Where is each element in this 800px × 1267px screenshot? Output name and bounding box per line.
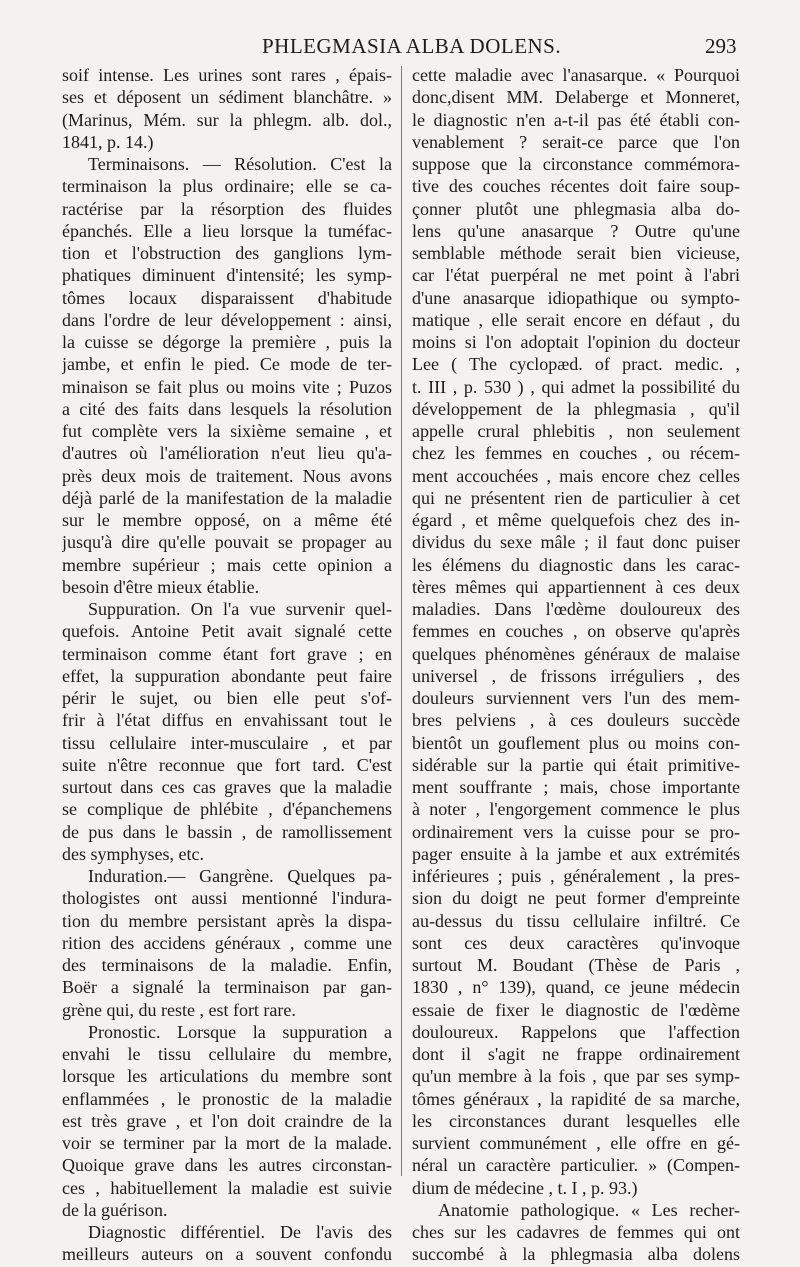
text-line: ment accouchées , mais encore chez celles — [412, 465, 740, 486]
text-line: surtout M. Boudant (Thèse de Paris , — [412, 955, 740, 975]
text-line: la cuisse se dégorge la première , puis la — [62, 332, 392, 352]
text-line: ses et déposent un sédiment blanchâtre. » — [62, 87, 392, 108]
text-line: surtout dans ces cas graves que la maladie — [62, 777, 392, 797]
text-line: tion du membre persistant après la dispa- — [62, 910, 392, 931]
text-line: les circonstances durant lesquelles elle — [412, 1110, 740, 1131]
text-line: tères mêmes qui appartiennent à ces deux — [412, 576, 740, 597]
text-line: maladies. Dans l'œdème douloureux des — [412, 599, 740, 619]
text-line: d'une anasarque idiopathique ou sympto- — [412, 287, 740, 308]
text-line: cette maladie avec l'anasarque. « Pourquoi — [412, 65, 740, 85]
text-line: membre supérieur ; mais cette opinion a — [62, 554, 392, 575]
text-line: rition des accidens généraux , comme une — [62, 932, 392, 953]
text-line: minaison se fait plus ou moins vite ; Puzos — [62, 376, 392, 397]
text-line: fut complète vers la sixième semaine , et — [62, 421, 392, 441]
text-line: 1830 , n° 139), quand, ce jeune médecin — [412, 977, 740, 998]
text-line: femmes en couches , on observe qu'après — [412, 621, 740, 642]
text-line: dividus du sexe mâle ; il faut donc puiser — [412, 532, 740, 553]
text-line: déjà parlé de la manifestation de la maladie — [62, 487, 392, 508]
text-line: Suppuration. On l'a vue survenir quel- — [88, 599, 392, 619]
text-line: tive des couches récentes doit faire soup- — [412, 176, 740, 197]
text-line: sidérable sur la partie qui était primitive- — [412, 754, 740, 775]
text-line: semblable méthode serait bien vicieuse, — [412, 243, 740, 263]
text-line: de pus dans le bassin , de ramollissement — [62, 821, 392, 842]
text-line: survient communément , elle offre en gé- — [412, 1133, 740, 1153]
text-line: voir se terminer par la mort de la malade. — [62, 1133, 392, 1153]
running-header — [0, 34, 800, 68]
text-line: qu'un membre à la fois , que par ses symp- — [412, 1066, 740, 1087]
text-line: Pronostic. Lorsque la suppuration a — [88, 1021, 392, 1042]
text-line: sion du doigt ne peut former d'empreinte — [412, 888, 740, 909]
text-line: a cité des faits dans lesquels la résolution — [62, 398, 392, 419]
text-line: lens qu'une anasarque ? Outre qu'une — [412, 220, 740, 241]
text-line: inférieures ; puis , généralement , la pres- — [412, 866, 740, 886]
text-line: quelques phénomènes généraux de malaise — [412, 643, 740, 664]
text-line: est très grave , et l'on doit craindre de la — [62, 1110, 392, 1131]
text-line: frir à l'état diffus en envahissant tout le — [62, 710, 392, 731]
text-line: ches sur les cadavres de femmes qui ont — [412, 1222, 740, 1242]
text-line: le diagnostic n'en a-t-il pas été établi con- — [412, 109, 740, 130]
column-divider — [401, 66, 402, 1176]
text-line: succombé à la phlegmasia alba dolens — [412, 1244, 740, 1265]
text-line: jambe, et enfin le pied. Ce mode de ter- — [62, 354, 392, 375]
text-line: au-dessus du tissu cellulaire infiltré. Ce — [412, 910, 740, 931]
text-line: phatiques diminuent d'intensité; les symp- — [62, 265, 392, 286]
text-line: tissu cellulaire inter-musculaire , et par — [62, 732, 392, 753]
text-line: enflammées , le pronostic de la maladie — [62, 1088, 392, 1109]
text-line: Diagnostic différentiel. De l'avis des — [88, 1222, 392, 1242]
text-line: ment souffrante ; mais, chose importante — [412, 777, 740, 797]
text-line: néral un caractère particulier. » (Compen- — [412, 1155, 740, 1176]
text-line: (Marinus, Mém. sur la phlegm. alb. dol., — [62, 109, 392, 130]
text-line: Lee ( The cyclopæd. of pract. medic. , — [412, 354, 740, 375]
text-line: moins si l'on adoptait l'opinion du docteur — [412, 332, 740, 352]
text-line: donc,disent MM. Delaberge et Monneret, — [412, 87, 740, 108]
text-line: bres pelviens , à ces douleurs succède — [412, 710, 740, 731]
running-title: PHLEGMASIA ALBA DOLENS. — [262, 34, 562, 58]
text-line: tômes généraux , la rapidité de sa marche, — [412, 1088, 740, 1109]
text-line: de la guérison. — [62, 1199, 168, 1220]
text-line: chez les femmes en couches , ou récem- — [412, 443, 740, 464]
text-line: Quoique grave dans les autres circonstan- — [62, 1155, 392, 1176]
text-line: thologistes ont aussi mentionné l'indura- — [62, 888, 392, 909]
text-line: Terminaisons. — Résolution. C'est la — [88, 154, 392, 174]
text-line: soif intense. Les urines sont rares , épais- — [62, 65, 392, 85]
text-line: périr le sujet, ou bien elle peut s'of- — [62, 688, 392, 708]
text-line: Boër a signalé la terminaison par gan- — [62, 977, 392, 998]
text-line: terminaison la plus ordinaire; elle se ca- — [62, 176, 392, 197]
text-line: dont il s'agit ne frappe ordinairement — [412, 1044, 740, 1064]
text-line: épanchés. Elle a lieu lorsque la tuméfac- — [62, 220, 392, 241]
text-line: bientôt un gouflement plus ou moins con- — [412, 732, 740, 753]
text-line: universel , de frissons irréguliers , des — [412, 665, 740, 686]
text-line: des terminaisons de la maladie. Enfin, — [62, 955, 392, 975]
text-line: tion et l'obstruction des ganglions lym- — [62, 243, 392, 263]
text-line: car l'état puerpéral ne met point à l'abri — [412, 265, 740, 286]
text-line: tômes locaux disparaissent d'habitude — [62, 287, 392, 308]
text-line: sont ces deux caractères qu'invoque — [412, 932, 740, 953]
text-line: ordinairement vers la cuisse pour se pro- — [412, 821, 740, 842]
text-line: dium de médecine , t. I , p. 93.) — [412, 1177, 638, 1198]
text-line: près deux mois de traitement. Nous avons — [62, 465, 392, 486]
text-line: égard , et même quelquefois chez des in- — [412, 510, 740, 530]
page-number: 293 — [705, 34, 737, 58]
text-line: effet, la suppuration abondante peut faire — [62, 665, 392, 686]
text-line: t. III , p. 530 ) , qui admet la possibilité du — [412, 376, 740, 397]
text-line: Anatomie pathologique. « Les recher- — [438, 1199, 740, 1220]
text-line: venablement ? serait-ce parce que l'on — [412, 131, 740, 152]
text-line: 1841, p. 14.) — [62, 131, 154, 152]
text-line: lorsque les articulations du membre sont — [62, 1066, 392, 1087]
text-line: des symphyses, etc. — [62, 843, 204, 864]
text-line: jusqu'à dire qu'elle pouvait se propager au — [62, 532, 392, 553]
text-line: à noter , l'engorgement commence le plus — [412, 799, 740, 820]
text-line: grène qui, du reste , est fort rare. — [62, 999, 296, 1020]
text-line: envahi le tissu cellulaire du membre, — [62, 1044, 392, 1064]
text-line: douleurs surviennent vers l'un des mem- — [412, 688, 740, 708]
text-line: pager ensuite à la jambe et aux extrémités — [412, 843, 740, 864]
text-line: Induration.— Gangrène. Quelques pa- — [88, 866, 392, 886]
text-line: suppose que la circonstance commémora- — [412, 154, 740, 174]
text-line: douloureux. Rappelons que l'affection — [412, 1021, 740, 1042]
text-line: sur le membre opposé, on a même été — [62, 510, 392, 530]
text-line: essaie de fixer le diagnostic de l'œdème — [412, 999, 740, 1020]
text-line: ces , habituellement la maladie est suivie — [62, 1177, 392, 1198]
text-line: ractérise par la résorption des fluides — [62, 198, 392, 219]
text-line: quefois. Antoine Petit avait signalé cette — [62, 621, 392, 642]
text-line: meilleurs auteurs on a souvent confondu — [62, 1244, 392, 1265]
text-line: çonner plutôt une phlegmasia alba do- — [412, 198, 740, 219]
text-line: se complique de phlébite , d'épanchemens — [62, 799, 392, 820]
text-line: qui ne présentent rien de particulier à cet — [412, 487, 740, 508]
text-line: appelle crural phlebitis , non seulement — [412, 421, 740, 441]
text-line: suite n'être reconnue que fort tard. C'est — [62, 754, 392, 775]
text-line: terminaison comme étant fort grave ; en — [62, 643, 392, 664]
text-line: d'autres où l'amélioration n'eut lieu qu'a- — [62, 443, 392, 464]
right-column — [412, 64, 740, 1266]
text-line: dans l'ordre de leur développement : ainsi, — [62, 309, 392, 330]
text-line: les élémens du diagnostic dans les carac- — [412, 554, 740, 575]
text-line: développement de la phlegmasia , qu'il — [412, 398, 740, 419]
text-line: matique , elle serait encore en défaut , du — [412, 309, 740, 330]
text-line: besoin d'être mieux établie. — [62, 576, 260, 597]
left-column — [62, 64, 392, 1266]
